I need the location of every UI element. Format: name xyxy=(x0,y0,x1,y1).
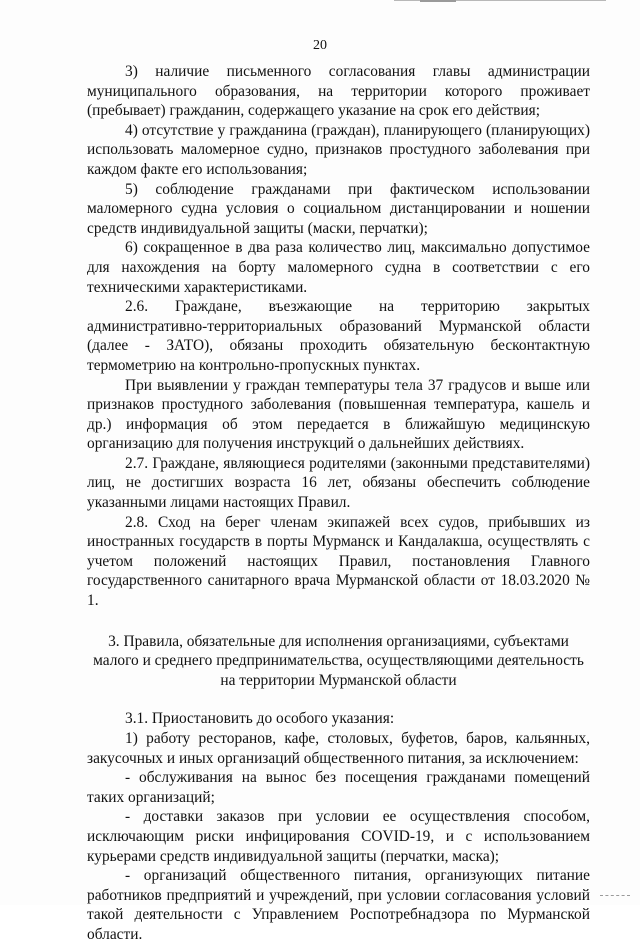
paragraph-exception-staff-catering: - организаций общественного питания, организующих питание работников предприятий и учреждений, при условии согласования условий такой деятельности с Управлением Роспотребнадзора по Мурманской области. xyxy=(87,867,590,943)
paragraph-3-1: 3.1. Приостановить до особого указания: xyxy=(125,710,395,728)
paragraph-exception-takeaway: - обслуживания на вынос без посещения гражданами помещений таких организаций; xyxy=(87,769,590,806)
paragraph-item-3: 3) наличие письменного согласования главы администрации муниципального образования, на территории которого проживает (пребывает) гражданин, содержащего указание на срок его действия; xyxy=(87,63,590,120)
scan-corner-mark xyxy=(600,895,630,897)
paragraph-2-7: 2.7. Граждане, являющиеся родителями (законными представителями) лиц, не достигших возраста 16 лет, обязаны обеспечить соблюдение указанными лицами настоящих Правил. xyxy=(87,454,590,512)
paragraph-item-5: 5) соблюдение гражданами при фактическом использовании маломерного судна условия о социальном дистанцировании и ношении средств индивидуальной защиты (маски, перчатки); xyxy=(87,180,590,237)
section-3-title: 3. Правила, обязательные для исполнения организациями, субъектами малого и среднего предпринимательства, осуществляющими деятельность на территории Мурманской области xyxy=(93,632,584,689)
paragraph-item-6: 6) сокращенное в два раза количество лиц, максимально допустимое для нахождения на борту маломерного судна в соответствии с его техническими характеристиками. xyxy=(87,239,590,296)
scan-edge-mark xyxy=(420,0,456,2)
paragraph-3-1-item-1: 1) работу ресторанов, кафе, столовых, буфетов, баров, кальянных, закусочных и иных организаций общественного питания, за исключением: xyxy=(87,730,590,767)
page-number: 20 xyxy=(313,38,327,53)
paragraph-2-6-temperature: При выявлении у граждан температуры тела 37 градусов и выше или признаков простудного заболевания (повышенная температура, кашель и др.) информация об этом передается в ближайшую медицинскую организацию для получения инструкций о дальнейших действиях. xyxy=(87,376,590,453)
paragraph-2-8: 2.8. Сход на берег членам экипажей всех судов, прибывших из иностранных государств в порты Мурманск и Кандалакша, осуществлять с учетом положений настоящих Правил, постановления Главного государственного санитарного врача Мурманской области от 18.03.2020 № 1. xyxy=(87,513,590,610)
paragraph-exception-delivery: - доставки заказов при условии ее осуществления способом, исключающим риски инфицирования COVID-19, и с использованием курьерами средств индивидуальной защиты (перчатки, маска); xyxy=(87,808,590,865)
paragraph-item-4: 4) отсутствие у гражданина (граждан), планирующего (планирующих) использовать маломерное судно, признаков простудного заболевания при каждом факте его использования; xyxy=(87,121,590,178)
paragraph-2-6: 2.6. Граждане, въезжающие на территорию закрытых административно-территориальных образований Мурманской области (далее - ЗАТО), обязаны проходить обязательную бесконтактную термометрию на контрольно-пропускных пунктах. xyxy=(87,298,590,374)
document-body xyxy=(87,62,590,945)
